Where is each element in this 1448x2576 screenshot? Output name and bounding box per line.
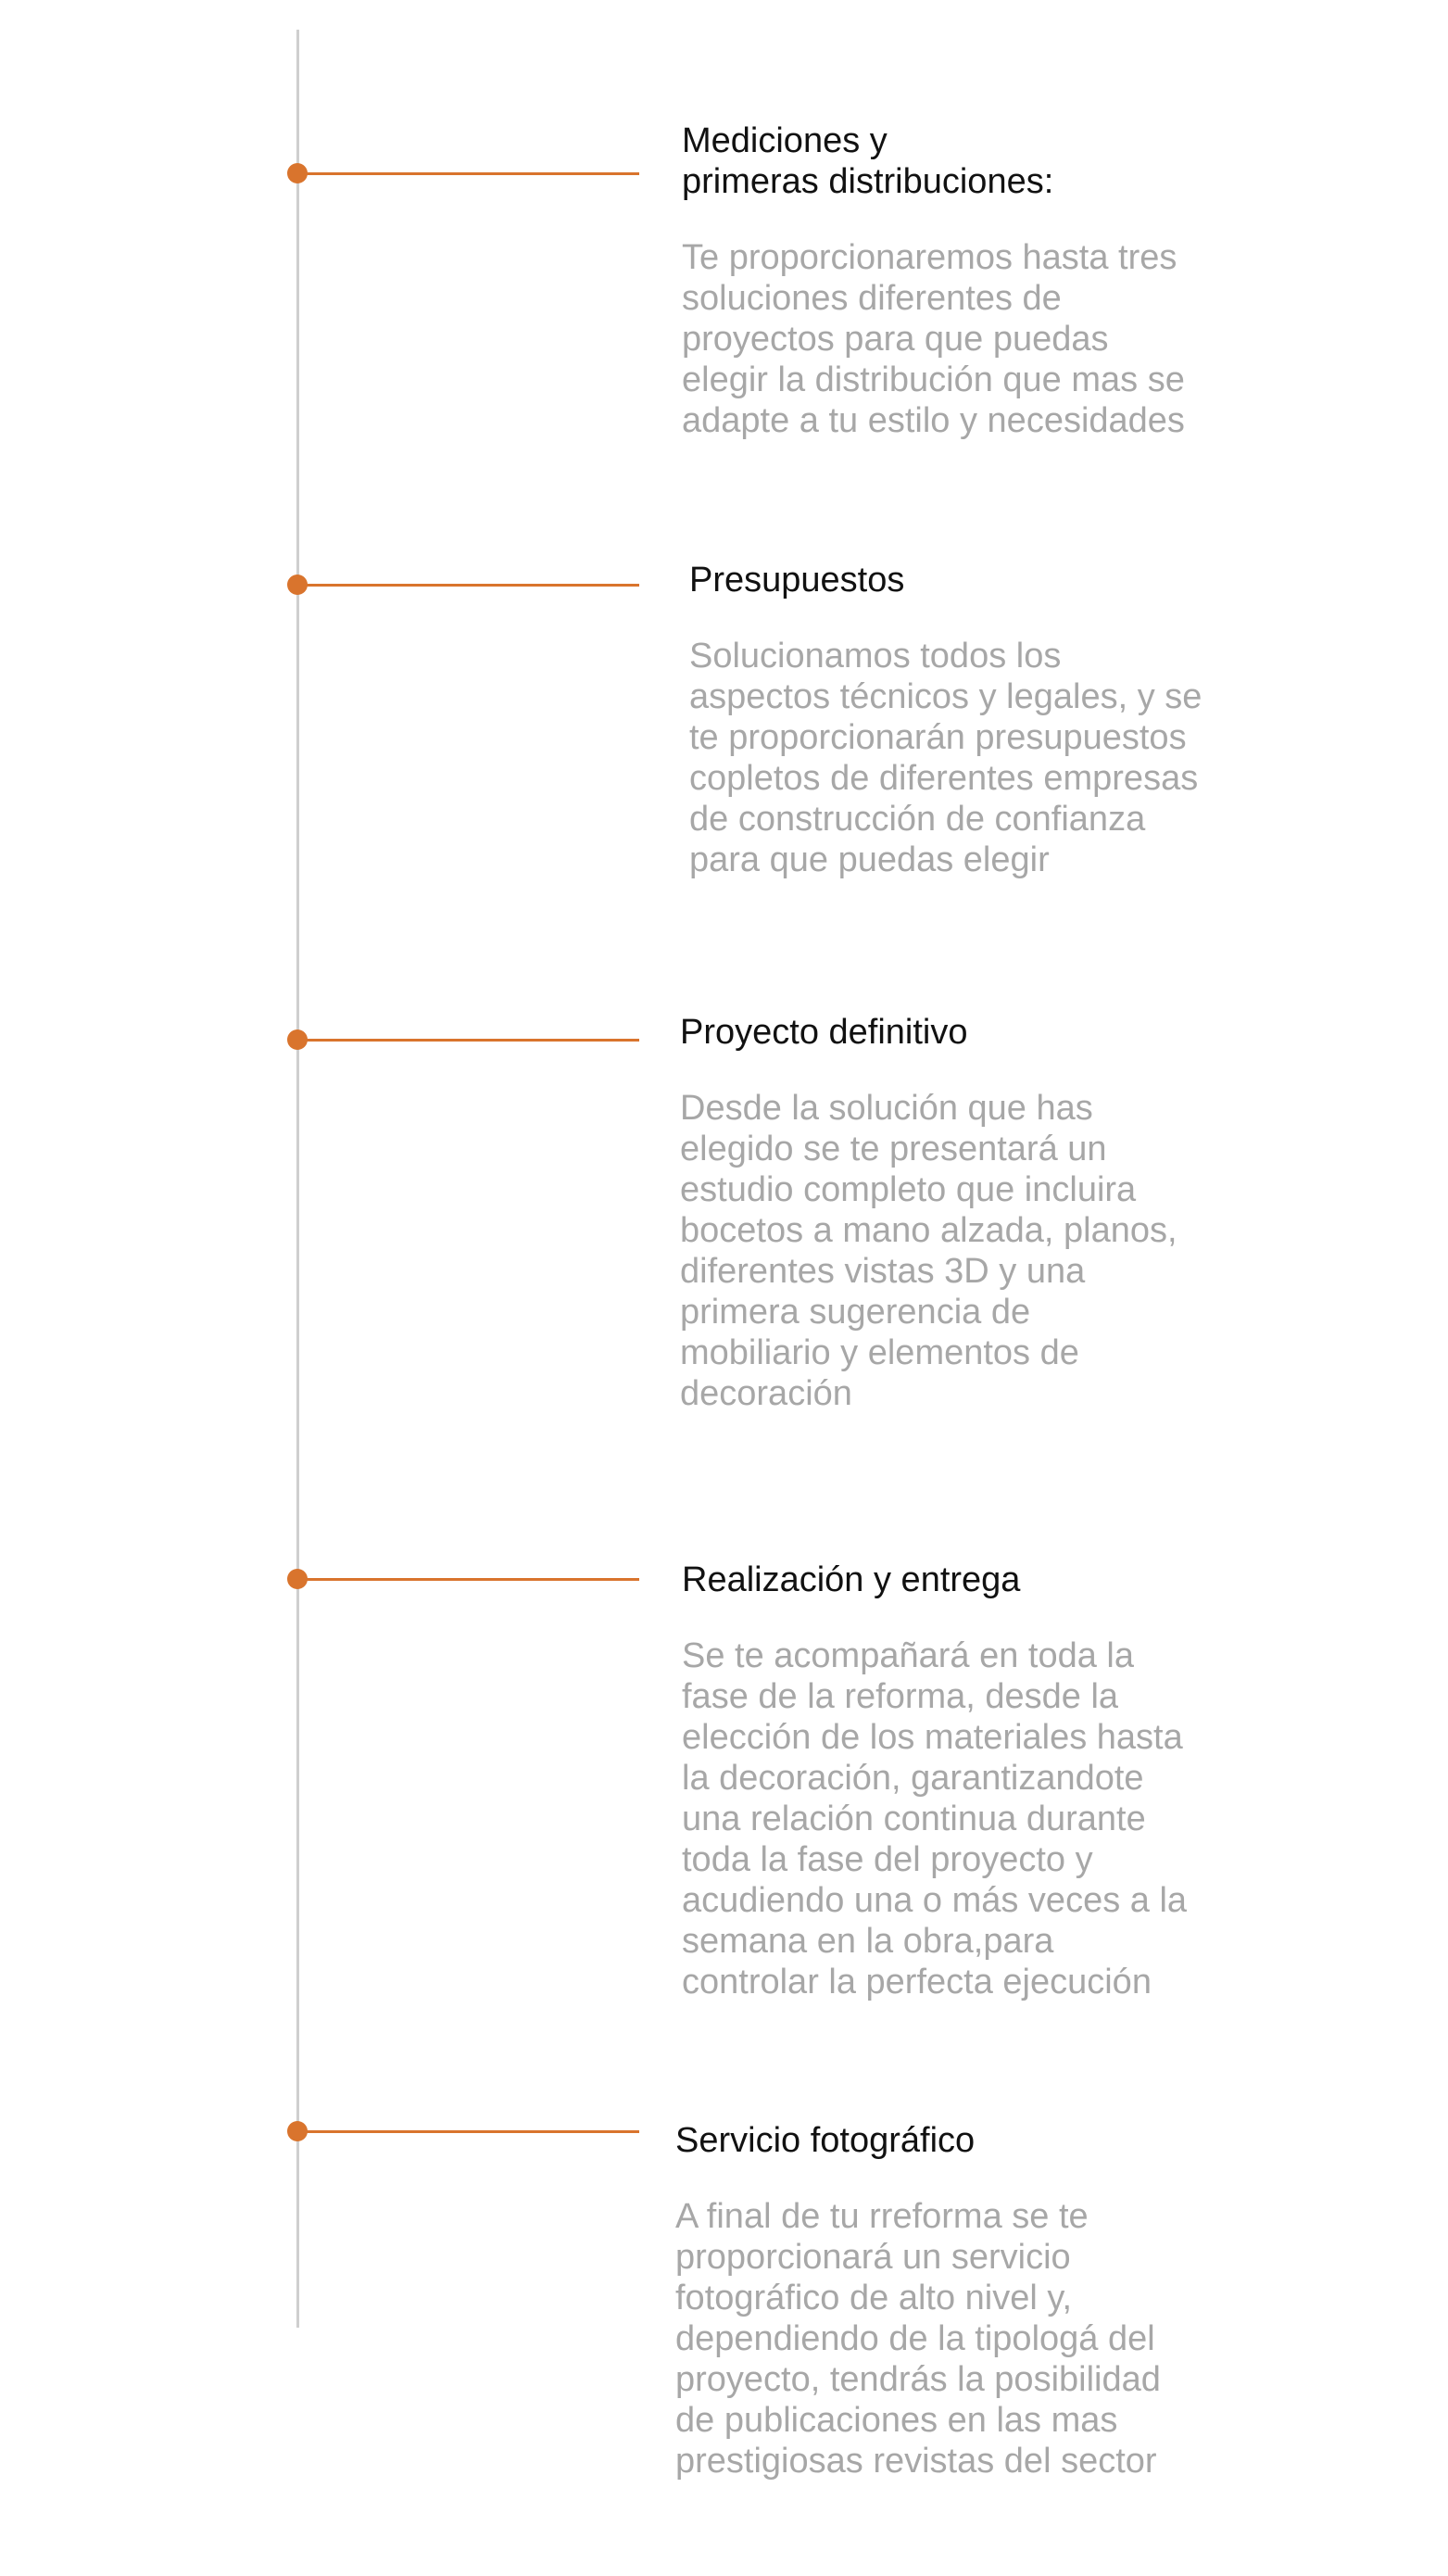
step-title-servicio: Servicio fotográfico [675,2121,976,2160]
timeline-step-presupuestos [689,560,1264,880]
step-text-proyecto: Desde la solución que has elegido se te presentará un estudio completo que incluira bocetos a mano alzada, planos, diferentes vistas 3D y una primera sugerencia de mobiliario y elementos de decoración [680,1089,1177,1413]
timeline-connector-realizacion [296,1578,639,1581]
timeline-connector-mediciones [296,172,639,175]
timeline-connector-servicio [296,2130,639,2133]
step-title-realizacion: Realización y entrega [682,1560,1021,1599]
step-text-servicio: A final de tu rreforma se te proporcionará un servicio fotográfico de alto nivel y, dependiendo de la tipologá del proyecto, tendrás la posibilidad de publicaciones en las mas prestigiosas revistas del sector [675,2197,1161,2481]
step-title-presupuestos: Presupuestos [689,561,905,600]
step-title-mediciones: Mediciones y primeras distribuciones: [682,121,1054,201]
step-title-proyecto: Proyecto definitivo [680,1013,968,1052]
step-text-presupuestos: Solucionamos todos los aspectos técnicos y legales, y se te proporcionarán presupuestos copletos de diferentes empresas de construcción de confianza para que puedas elegir [689,637,1202,879]
timeline-connector-proyecto [296,1039,639,1042]
step-text-realizacion: Se te acompañará en toda la fase de la reforma, desde la elección de los materiales hasta la decoración, garantizandote una relación continua durante toda la fase del proyecto y acudiendo una o más veces a la semana en la obra,para controlar la perfecta ejecución [682,1636,1188,2001]
timeline-step-proyecto [680,1012,1254,1414]
timeline-step-mediciones [682,120,1256,441]
timeline-vertical-line [296,30,299,2328]
step-text-mediciones: Te proporcionaremos hasta tres soluciones diferentes de proyectos para que puedas elegir la distribución que mas se adapte a tu estilo y necesidades [682,238,1185,440]
timeline-step-servicio [675,2120,1250,2481]
timeline-connector-presupuestos [296,584,639,587]
timeline-step-realizacion [682,1559,1256,2002]
